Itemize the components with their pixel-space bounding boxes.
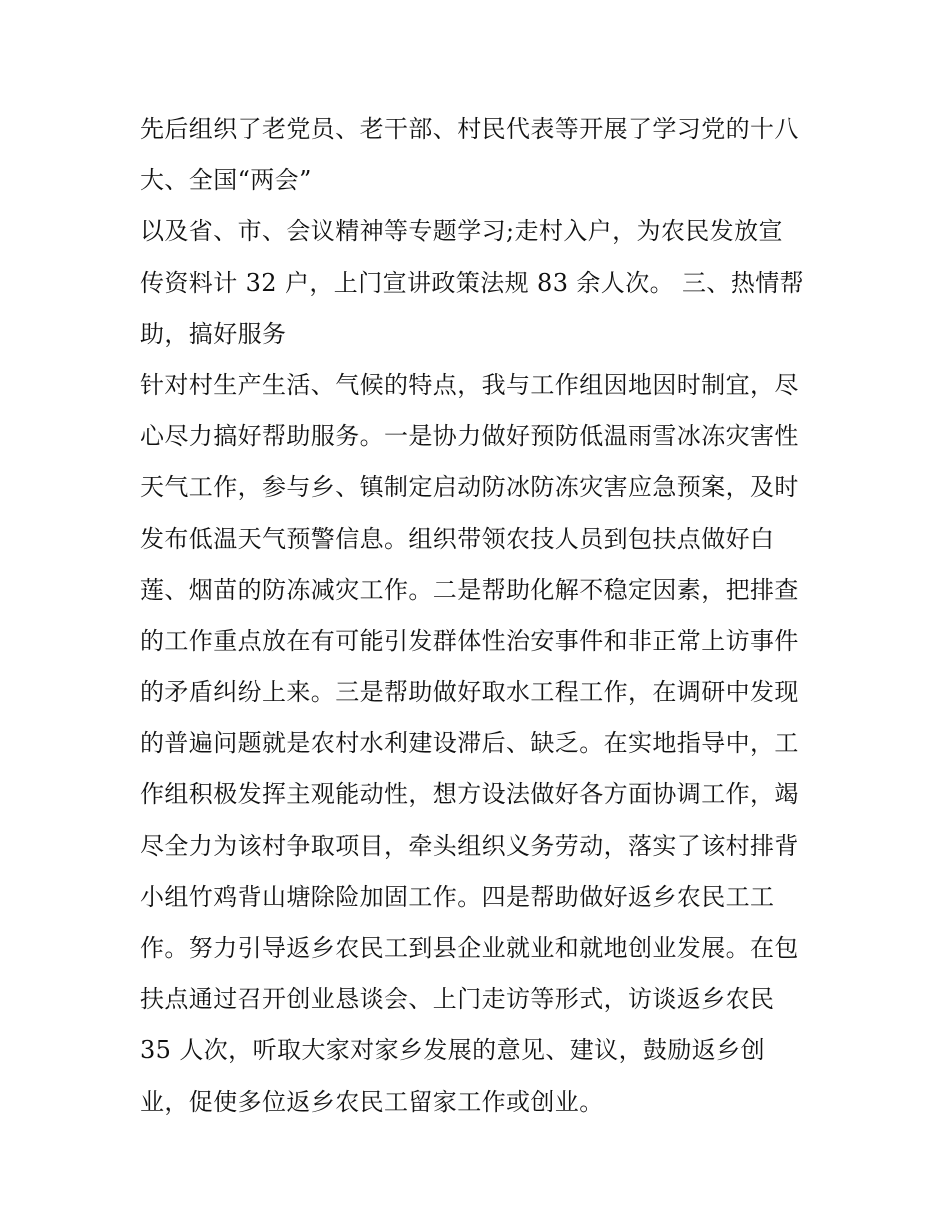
text-line: 业，促使多位返乡农民工留家工作或创业。 xyxy=(140,1087,604,1116)
text-line: 尽全力为该村争取项目，牵头组织义务劳动，落实了该村排背 xyxy=(140,831,799,860)
text-line: 传资料计 32 户，上门宣讲政策法规 83 余人次。 三、热情帮 xyxy=(140,268,805,297)
text-line: 莲、烟苗的防冻减灾工作。二是帮助化解不稳定因素，把排查 xyxy=(140,575,799,604)
text-line: 的工作重点放在有可能引发群体性治安事件和非正常上访事件 xyxy=(140,626,799,655)
text-line: 天气工作，参与乡、镇制定启动防冰防冻灾害应急预案，及时 xyxy=(140,473,799,502)
body-text xyxy=(140,104,840,1128)
text-line: 发布低温天气预警信息。组织带领农技人员到包扶点做好白 xyxy=(140,524,775,553)
text-line: 作。努力引导返乡农民工到县企业就业和就地创业发展。在包 xyxy=(140,934,799,962)
text-line: 小组竹鸡背山塘除险加固工作。四是帮助做好返乡农民工工 xyxy=(140,882,775,911)
text-line: 的普遍问题就是农村水利建设滞后、缺乏。在实地指导中，工 xyxy=(140,729,799,758)
text-line: 先后组织了老党员、老干部、村民代表等开展了学习党的十八 xyxy=(140,115,799,143)
text-line: 针对村生产生活、气候的特点，我与工作组因地因时制宜，尽 xyxy=(140,370,799,399)
text-line: 大、全国“两会” xyxy=(140,166,312,195)
text-line: 以及省、市、会议精神等专题学习;走村入户，为农民发放宣 xyxy=(140,217,783,246)
text-line: 心尽力搞好帮助服务。一是协力做好预防低温雨雪冰冻灾害性 xyxy=(140,422,799,451)
text-line: 作组积极发挥主观能动性，想方设法做好各方面协调工作，竭 xyxy=(140,780,799,809)
text-line: 的矛盾纠纷上来。三是帮助做好取水工程工作，在调研中发现 xyxy=(140,678,799,707)
text-line: 助，搞好服务 xyxy=(140,319,287,348)
text-line: 35 人次，听取大家对家乡发展的意见、建议，鼓励返乡创 xyxy=(140,1036,765,1065)
text-line: 扶点通过召开创业恳谈会、上门走访等形式，访谈返乡农民 xyxy=(140,985,775,1014)
